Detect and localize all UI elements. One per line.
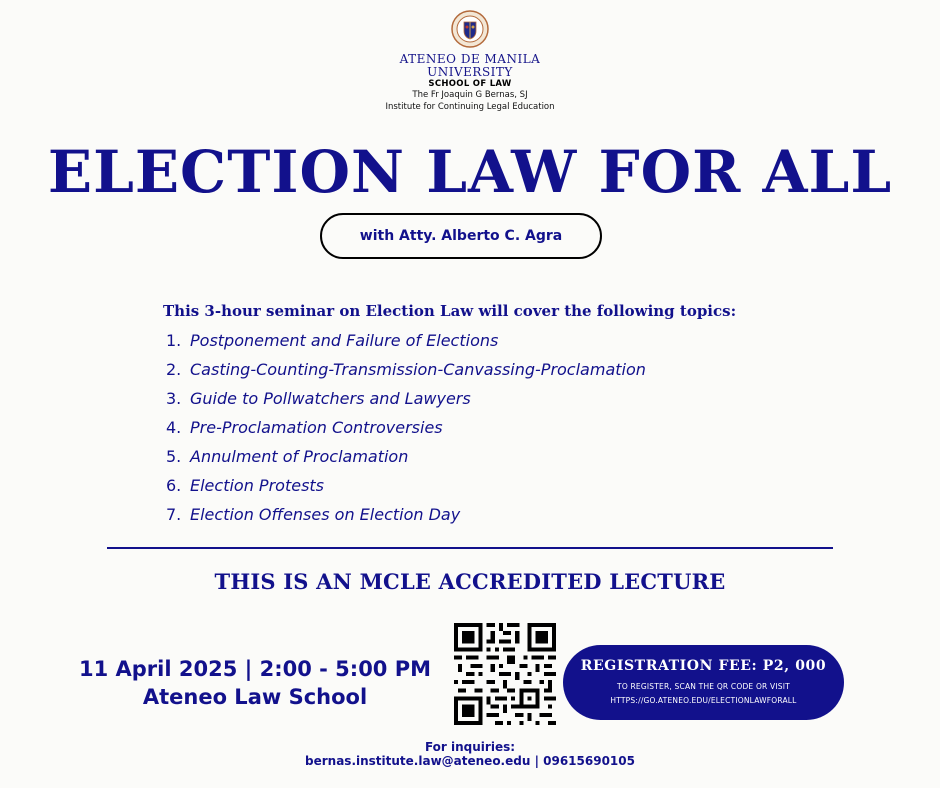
qr-code-icon[interactable] (454, 623, 556, 725)
university-name-line2: UNIVERSITY (427, 65, 513, 79)
institute-line1: The Fr Joaquin G Bernas, SJ (412, 90, 528, 100)
inquiries-contact[interactable]: bernas.institute.law@ateneo.edu | 09615690105 (305, 754, 635, 768)
topic-text: Postponement and Failure of Elections (190, 331, 499, 350)
registration-link[interactable]: HTTPS://GO.ATENEO.EDU/ELECTIONLAWFORALL (610, 696, 797, 705)
section-divider (107, 547, 833, 549)
list-item (166, 359, 646, 388)
topic-text: Annulment of Proclamation (190, 447, 409, 466)
topic-number: 6. (166, 476, 182, 495)
topic-text: Guide to Pollwatchers and Lawyers (190, 389, 471, 408)
event-venue: Ateneo Law School (142, 685, 368, 709)
topic-number: 4. (166, 418, 182, 437)
registration-instruction: TO REGISTER, SCAN THE QR CODE OR VISIT (617, 682, 790, 691)
seminar-intro: This 3-hour seminar on Election Law will cover the following topics: (163, 302, 737, 320)
topic-number: 1. (166, 331, 182, 350)
list-item (166, 330, 646, 359)
topic-number: 2. (166, 360, 182, 379)
list-item (166, 475, 646, 504)
page-title: ELECTION LAW FOR ALL (47, 138, 893, 206)
school-name: SCHOOL OF LAW (428, 79, 512, 89)
list-item (166, 446, 646, 475)
topic-text: Casting-Counting-Transmission-Canvassing-Proclamation (190, 360, 646, 379)
institute-line2: Institute for Continuing Legal Education (385, 102, 555, 112)
mcle-banner: THIS IS AN MCLE ACCREDITED LECTURE (214, 569, 726, 594)
registration-badge (563, 645, 844, 720)
speaker-label: with Atty. Alberto C. Agra (359, 228, 563, 244)
university-name-line1: ATENEO DE MANILA (399, 52, 541, 66)
university-seal-icon (451, 10, 489, 50)
registration-fee: REGISTRATION FEE: P2, 000 (580, 658, 827, 674)
topic-number: 7. (166, 505, 182, 524)
topic-number: 5. (166, 447, 182, 466)
topic-text: Election Protests (190, 476, 325, 495)
list-item (166, 417, 646, 446)
event-details (70, 655, 440, 711)
topics-list (166, 330, 646, 533)
event-datetime: 11 April 2025 | 2:00 - 5:00 PM (78, 657, 432, 681)
speaker-badge (320, 213, 602, 259)
list-item (166, 504, 646, 533)
topic-number: 3. (166, 389, 182, 408)
topic-text: Election Offenses on Election Day (190, 505, 461, 524)
inquiries-label: For inquiries: (424, 740, 516, 754)
topic-text: Pre-Proclamation Controversies (190, 418, 443, 437)
list-item (166, 388, 646, 417)
